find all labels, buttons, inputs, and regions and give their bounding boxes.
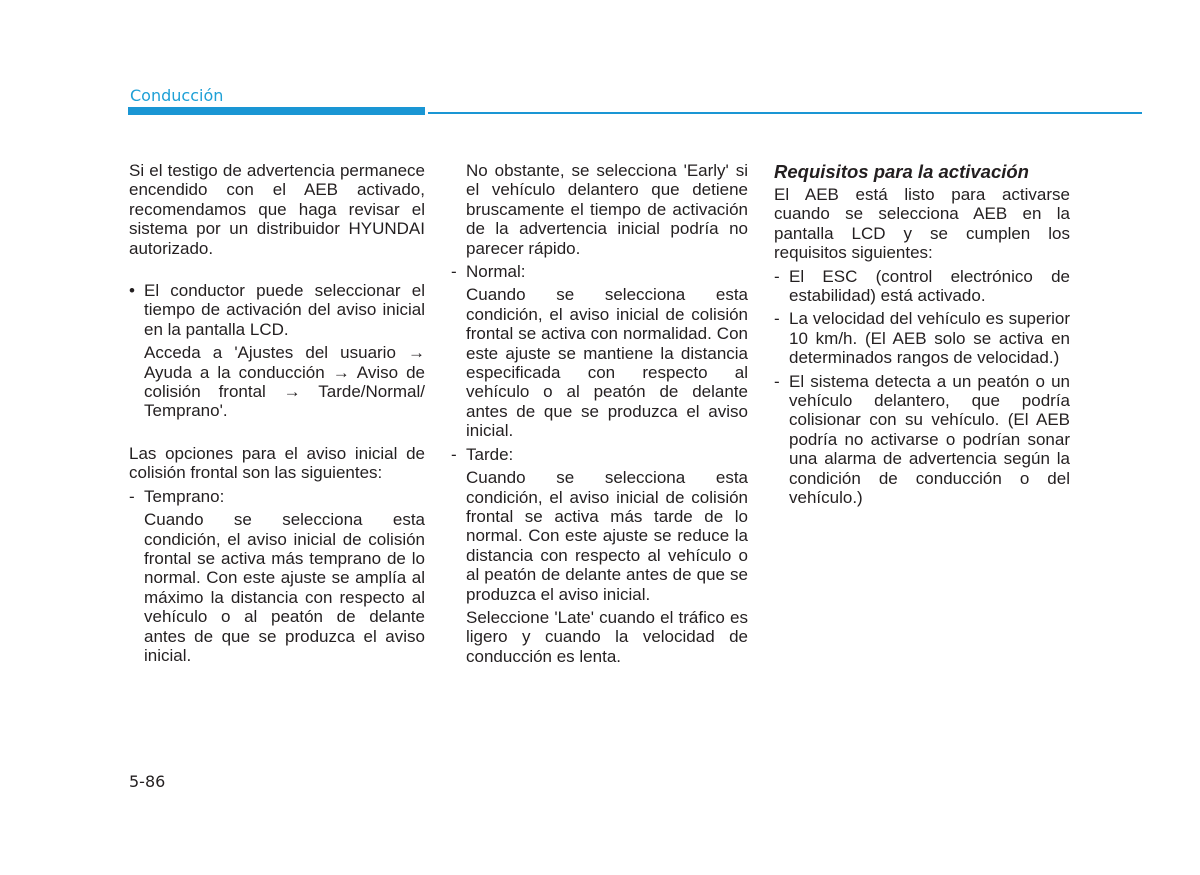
header-rule-thick — [128, 107, 425, 115]
dash-mark: - — [129, 486, 135, 506]
bullet-text: El conductor puede seleccionar el tiempo de activación del aviso inicial en la pantalla LCD. — [144, 281, 425, 339]
requirement-item — [774, 309, 1070, 367]
dash-mark: - — [451, 444, 457, 464]
option-tarde — [451, 445, 748, 666]
requirement-item — [774, 267, 1070, 306]
header-rule-thin — [428, 112, 1142, 114]
option-normal — [451, 262, 748, 441]
bullet-subtext: Acceda a 'Ajustes del usuario → Ayuda a la conducción → Aviso de colisión frontal → Tarde/Normal/ Temprano'. — [144, 343, 425, 421]
bullet-mark: • — [129, 281, 135, 301]
dash-mark: - — [774, 309, 780, 329]
late-paragraph: Seleccione 'Late' cuando el tráfico es ligero y cuando la velocidad de conducción es lenta. — [466, 607, 748, 666]
option-tarde-label: Tarde: — [466, 444, 514, 464]
warning-paragraph: Si el testigo de advertencia permanece encendido con el AEB activado, recomendamos que haga revisar el sistema por un distribuidor HYUNDAI autorizado. — [129, 161, 425, 258]
dash-mark: - — [774, 371, 780, 391]
requirement-detection: El sistema detecta a un peatón o un vehículo delantero, que podría colisionar con su vehículo. (El AEB podría no activarse o podrían sonar una alarma de advertencia según la condición de conducción o del vehículo.) — [789, 371, 1070, 508]
option-temprano-label: Temprano: — [144, 486, 225, 506]
early-paragraph: No obstante, se selecciona 'Early' si el vehículo delantero que detiene bruscamente el tiempo de activación de la advertencia inicial podría no parecer rápido. — [466, 161, 748, 258]
dash-mark: - — [774, 266, 780, 286]
section-title: Conducción — [130, 86, 224, 105]
dash-mark: - — [451, 262, 457, 282]
option-temprano-text: Cuando se selecciona esta condición, el aviso inicial de colisión frontal se activa más temprano de lo normal. Con este ajuste se amplía al máximo la distancia con respecto al vehículo o al peatón de delante antes de que se produzca el aviso inicial. — [144, 510, 425, 665]
option-normal-text: Cuando se selecciona esta condición, el aviso inicial de colisión frontal se activa con normalidad. Con este ajuste se mantiene la distancia especificada con respecto al vehículo o al peatón de delante antes de que se produzca el aviso inicial. — [466, 285, 748, 441]
options-intro: Las opciones para el aviso inicial de colisión frontal son las siguientes: — [129, 443, 425, 483]
requirement-speed: La velocidad del vehículo es superior 10 km/h. (El AEB solo se activa en determinados rangos de velocidad.) — [789, 309, 1070, 368]
option-tarde-text: Cuando se selecciona esta condición, el aviso inicial de colisión frontal se activa más tarde de lo normal. Con este ajuste se reduce la distancia con respecto al vehículo o al peatón de delante antes de que se produzca el aviso inicial. — [466, 468, 748, 604]
bullet-item — [129, 281, 425, 421]
requirement-item — [774, 372, 1070, 508]
option-temprano — [129, 487, 425, 666]
requirement-esc: El ESC (control electrónico de estabilidad) está activado. — [789, 266, 1070, 306]
option-normal-label: Normal: — [466, 262, 526, 282]
requirements-heading: Requisitos para la activación — [774, 161, 1029, 182]
column-middle — [451, 161, 748, 666]
column-right — [774, 161, 1070, 508]
requirements-intro: El AEB está listo para activarse cuando se selecciona AEB en la pantalla LCD y se cumplen los requisitos siguientes: — [774, 185, 1070, 263]
column-left — [129, 161, 425, 665]
page-number: 5-86 — [129, 772, 166, 791]
